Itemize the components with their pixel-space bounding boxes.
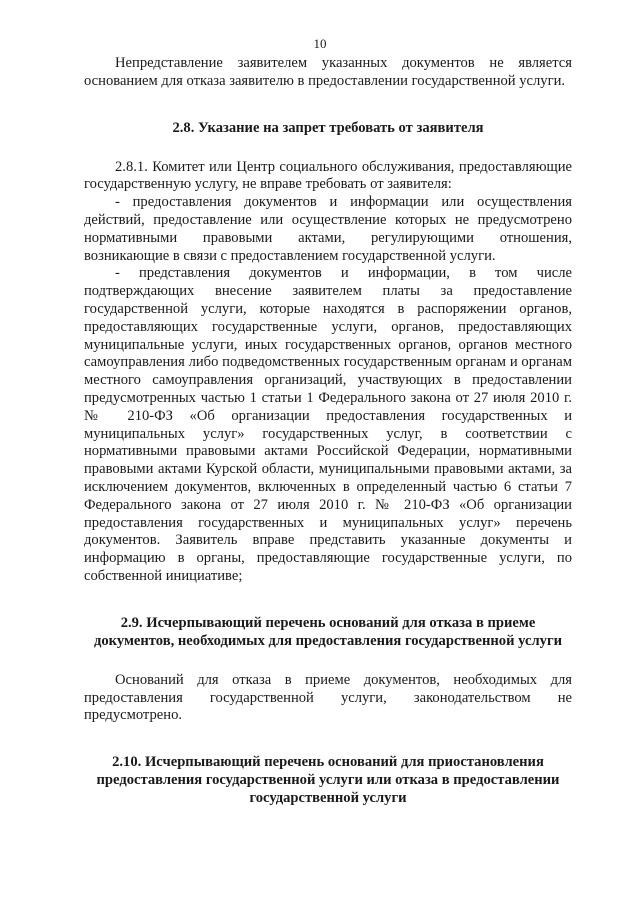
spacer <box>84 137 572 159</box>
section-2-8-item-2: - представления документов и информации, в том числе подтверждающих внесение заявителем платы за предоставление государственной услуги, которые находятся в распоряжении органов, предоставляющих государственные услуги, органов, предоставляющих муниципальные услуги, иных государственных органов, органов местного самоуправления либо подведомственных государственным органам и органам местного самоуправления организаций, участвующих в предоставлении предусмотренных частью 1 статьи 1 Федерального закона от 27 июля 2010 г. № 210-ФЗ «Об организации предоставления государственных и муниципальных услуг» государственных услуг, в соответствии с нормативными правовыми актами Российской Федерации, нормативными правовыми актами Курской области, муниципальными правовыми актами, за исключением документов, включенных в определенный частью 6 статьи 7 Федерального закона от 27 июля 2010 г. № 210-ФЗ «Об организации предоставления государственных и муниципальных услуг» перечень документов. Заявитель вправе представить указанные документы и информацию в органы, предоставляющие государственные услуги, по собственной инициативе; <box>84 265 572 584</box>
page-number: 10 <box>313 36 327 51</box>
section-2-10-heading: 2.10. Исчерпывающий перечень оснований для приостановления предоставления государственной услуги или отказа в предоставлении государственной услуги <box>96 754 560 807</box>
spacer <box>84 725 572 753</box>
section-2-9-heading: 2.9. Исчерпывающий перечень оснований для отказа в приеме документов, необходимых для предоставления государственной услуги <box>94 614 562 649</box>
intro-paragraph: Непредставление заявителем указанных документов не является основанием для отказа заявителю в предоставлении государственной услуги. <box>84 55 572 89</box>
page-content <box>84 55 572 807</box>
section-2-8-lead: 2.8.1. Комитет или Центр социального обслуживания, предоставляющие государственную услугу, не вправе требовать от заявителя: <box>84 158 572 193</box>
spacer <box>84 650 572 672</box>
spacer <box>84 91 572 119</box>
section-2-8-heading: 2.8. Указание на запрет требовать от заявителя <box>172 119 484 136</box>
section-2-9-text: Оснований для отказа в приеме документов, необходимых для предоставления государственной услуги, законодательством не предусмотрено. <box>84 671 572 724</box>
spacer <box>84 586 572 614</box>
section-2-8-item-1: - предоставления документов и информации или осуществления действий, предоставление или осуществление которых не предусмотрено нормативными правовыми актами, регулирующими отношения, возникающие в связи с предоставлением государственной услуги. <box>84 194 572 264</box>
